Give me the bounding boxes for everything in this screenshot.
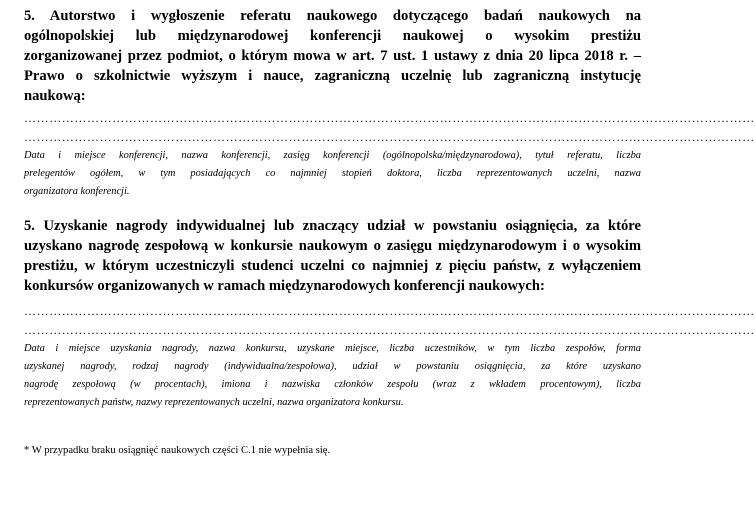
heading-line: ogólnopolskiej lub międzynarodowej konferencji naukowej o wysokim prestiżu xyxy=(24,28,641,44)
field-instructions-award xyxy=(24,340,641,412)
heading-line: konkursów organizowanych w ramach międzynarodowych konferencji naukowych: xyxy=(24,278,545,294)
fill-in-line[interactable]: ………………………………………………………………………………………………………………………………………………………… xyxy=(24,323,755,337)
note-line: Data i miejsce konferencji, nazwa konferencji, zasięg konferencji (ogólnopolska/międzynarodowa), tytuł referatu, liczba xyxy=(24,150,641,161)
note-line: prelegentów ogółem, w tym posiadających co najmniej stopień doktora, liczba reprezentowanych uczelni, nazwa xyxy=(24,168,641,179)
note-line: reprezentowanych państw, nazwy reprezentowanych uczelni, nazwa organizatora konkursu. xyxy=(24,397,404,408)
note-line: organizatora konferencji. xyxy=(24,186,130,197)
section-heading-conference-paper xyxy=(24,6,641,106)
fill-in-line[interactable]: ………………………………………………………………………………………………………………………………………………………… xyxy=(24,130,755,144)
fill-in-line[interactable]: ………………………………………………………………………………………………………………………………………………………… xyxy=(24,304,755,318)
section-heading-competition-award xyxy=(24,216,641,296)
heading-line: prestiżu, w którym uczestniczyli studenci uczelni co najmniej z pięciu państw, z wyłączeniem xyxy=(24,258,641,274)
heading-line: zorganizowanej przez podmiot, o którym mowa w art. 7 ust. 1 ustawy z dnia 20 lipca 2018 r. – xyxy=(24,48,641,64)
heading-line: Prawo o szkolnictwie wyższym i nauce, zagraniczną uczelnię lub zagraniczną instytucję xyxy=(24,68,641,84)
fill-in-line[interactable]: ………………………………………………………………………………………………………………………………………………………… xyxy=(24,111,755,125)
note-line: nagrodę zespołową (w procentach), imiona i nazwiska członków zespołu (wraz z wkładem procentowym), liczba xyxy=(24,379,641,390)
heading-line: 5. Uzyskanie nagrody indywidualnej lub znaczący udział w powstaniu osiągnięcia, za które xyxy=(24,218,641,234)
note-line: uzyskanej nagrody, rodzaj nagrody (indywidualna/zespołowa), udział w powstaniu osiągnięcia, za które uzyskano xyxy=(24,361,641,372)
heading-line: 5. Autorstwo i wygłoszenie referatu naukowego dotyczącego badań naukowych na xyxy=(24,8,641,24)
heading-line: uzyskano nagrodę zespołową w konkursie naukowym o zasięgu międzynarodowym i o wysokim xyxy=(24,238,641,254)
footnote: * W przypadku braku osiągnięć naukowych części C.1 nie wypełnia się. xyxy=(24,445,331,456)
heading-line: naukową: xyxy=(24,88,86,104)
field-instructions-conference xyxy=(24,147,641,201)
note-line: Data i miejsce uzyskania nagrody, nazwa konkursu, uzyskane miejsce, liczba uczestników, w tym liczba zespołów, forma xyxy=(24,343,641,354)
